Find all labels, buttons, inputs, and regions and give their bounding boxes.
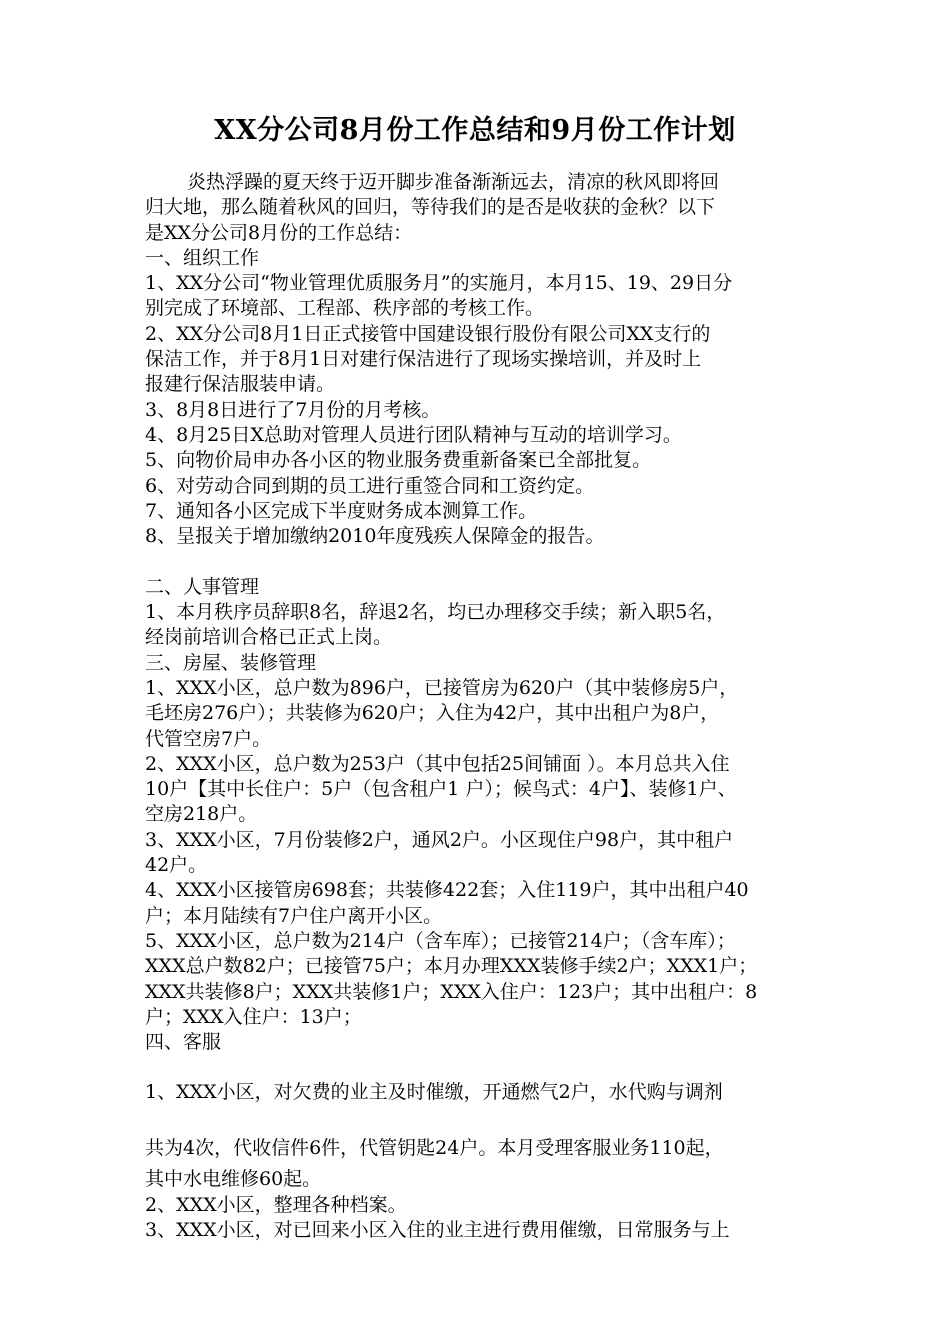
intro-line-2: 归大地，那么随着秋风的回归，等待我们的是否是收获的金秋？以下 [145,196,716,219]
paragraph-line: 42户。 [145,854,208,877]
section-heading-organization: 一、组织工作 [145,246,260,269]
paragraph-line: 3、XXX小区，7月份装修2户，通风2户。小区现住户98户，其中租户 [145,828,734,851]
paragraph-line: 10户【其中长住户：5户（包含租户1 户）；候鸟式：4户】、装修1户、 [145,778,737,801]
paragraph-line: 别完成了环境部、工程部、秩序部的考核工作。 [145,297,545,320]
paragraph-line: 2、XXX小区，整理各种档案。 [145,1193,407,1216]
paragraph-line: 2、XX分公司8月1日正式接管中国建设银行股份有限公司XX支行的 [145,322,711,345]
paragraph-line: 1、本月秩序员辞职8名，辞退2名，均已办理移交手续；新入职5名， [145,601,726,624]
paragraph-line: 经岗前培训合格已正式上岗。 [145,626,393,649]
paragraph-line: XXX总户数82户；已接管75户；本月办理XXX装修手续2户；XXX1户； [145,955,758,978]
paragraph-line: 3、XXX小区，对已回来小区入住的业主进行费用催缴，日常服务与上 [145,1218,730,1241]
section-heading-personnel: 二、人事管理 [145,575,260,598]
paragraph-line: 1、XX分公司“物业管理优质服务月”的实施月，本月15、19、29日分 [145,272,733,295]
document-title: XX分公司8月份工作总结和9月份工作计划 [214,115,736,146]
blank-line [145,549,810,574]
paragraph-line: 8、呈报关于增加缴纳2010年度残疾人保障金的报告。 [145,525,605,548]
intro-line-3: 是XX分公司8月份的工作总结： [145,221,413,244]
section-heading-housing: 三、房屋、装修管理 [145,651,317,674]
paragraph-line: 1、XXX小区，总户数为896户，已接管房为620户（其中装修房5户， [145,676,739,699]
paragraph-line: 6、对劳动合同到期的员工进行重签合同和工资约定。 [145,474,595,497]
section-heading-customer-service: 四、客服 [145,1031,222,1054]
paragraph-line: 4、8月25日X总助对管理人员进行团队精神与互动的培训学习。 [145,423,682,446]
paragraph-line: 毛坯房276户）；共装修为620户；入住为42户，其中出租户为8户， [145,702,720,725]
paragraph-line: 5、XXX小区，总户数为214户（含车库）；已接管214户；（含车库）； [145,929,736,952]
paragraph-line: 其中水电维修60起。 [145,1168,322,1191]
paragraph-line: XXX共装修8户；XXX共装修1户；XXX入住户：123户；其中出租户：8 [145,980,758,1003]
paragraph-line: 报建行保洁服装申请。 [145,373,336,396]
paragraph-line: 7、通知各小区完成下半度财务成本测算工作。 [145,499,538,522]
intro-line-1: 炎热浮躁的夏天终于迈开脚步准备渐渐远去，清凉的秋风即将回 [187,171,720,193]
paragraph-line: 4、XXX小区接管房698套；共装修422套；入住119户，其中出租户40 [145,879,749,902]
paragraph-line: 共为4次，代收信件6件，代管钥匙24户。本月受理客服业务110起， [145,1137,724,1160]
paragraph-line: 2、XXX小区，总户数为253户（其中包括25间铺面 ）。本月总共入住 [145,752,730,775]
paragraph-line: 5、向物价局申办各小区的物业服务费重新备案已全部批复。 [145,449,652,472]
paragraph-line: 3、8月8日进行了7月份的月考核。 [145,398,441,421]
paragraph-line: 户；本月陆续有7户住户离开小区。 [145,904,443,927]
document-body [145,170,810,1243]
paragraph-line: 户；XXX入住户：13户； [145,1005,362,1028]
paragraph-line: 保洁工作，并于8月1日对建行保洁进行了现场实操培训，并及时上 [145,348,702,371]
paragraph-line: 空房218户。 [145,803,258,826]
paragraph-line: 代管空房7户。 [145,727,272,750]
paragraph-line: 1、XXX小区，对欠费的业主及时催缴，开通燃气2户，水代购与调剂 [145,1081,723,1104]
